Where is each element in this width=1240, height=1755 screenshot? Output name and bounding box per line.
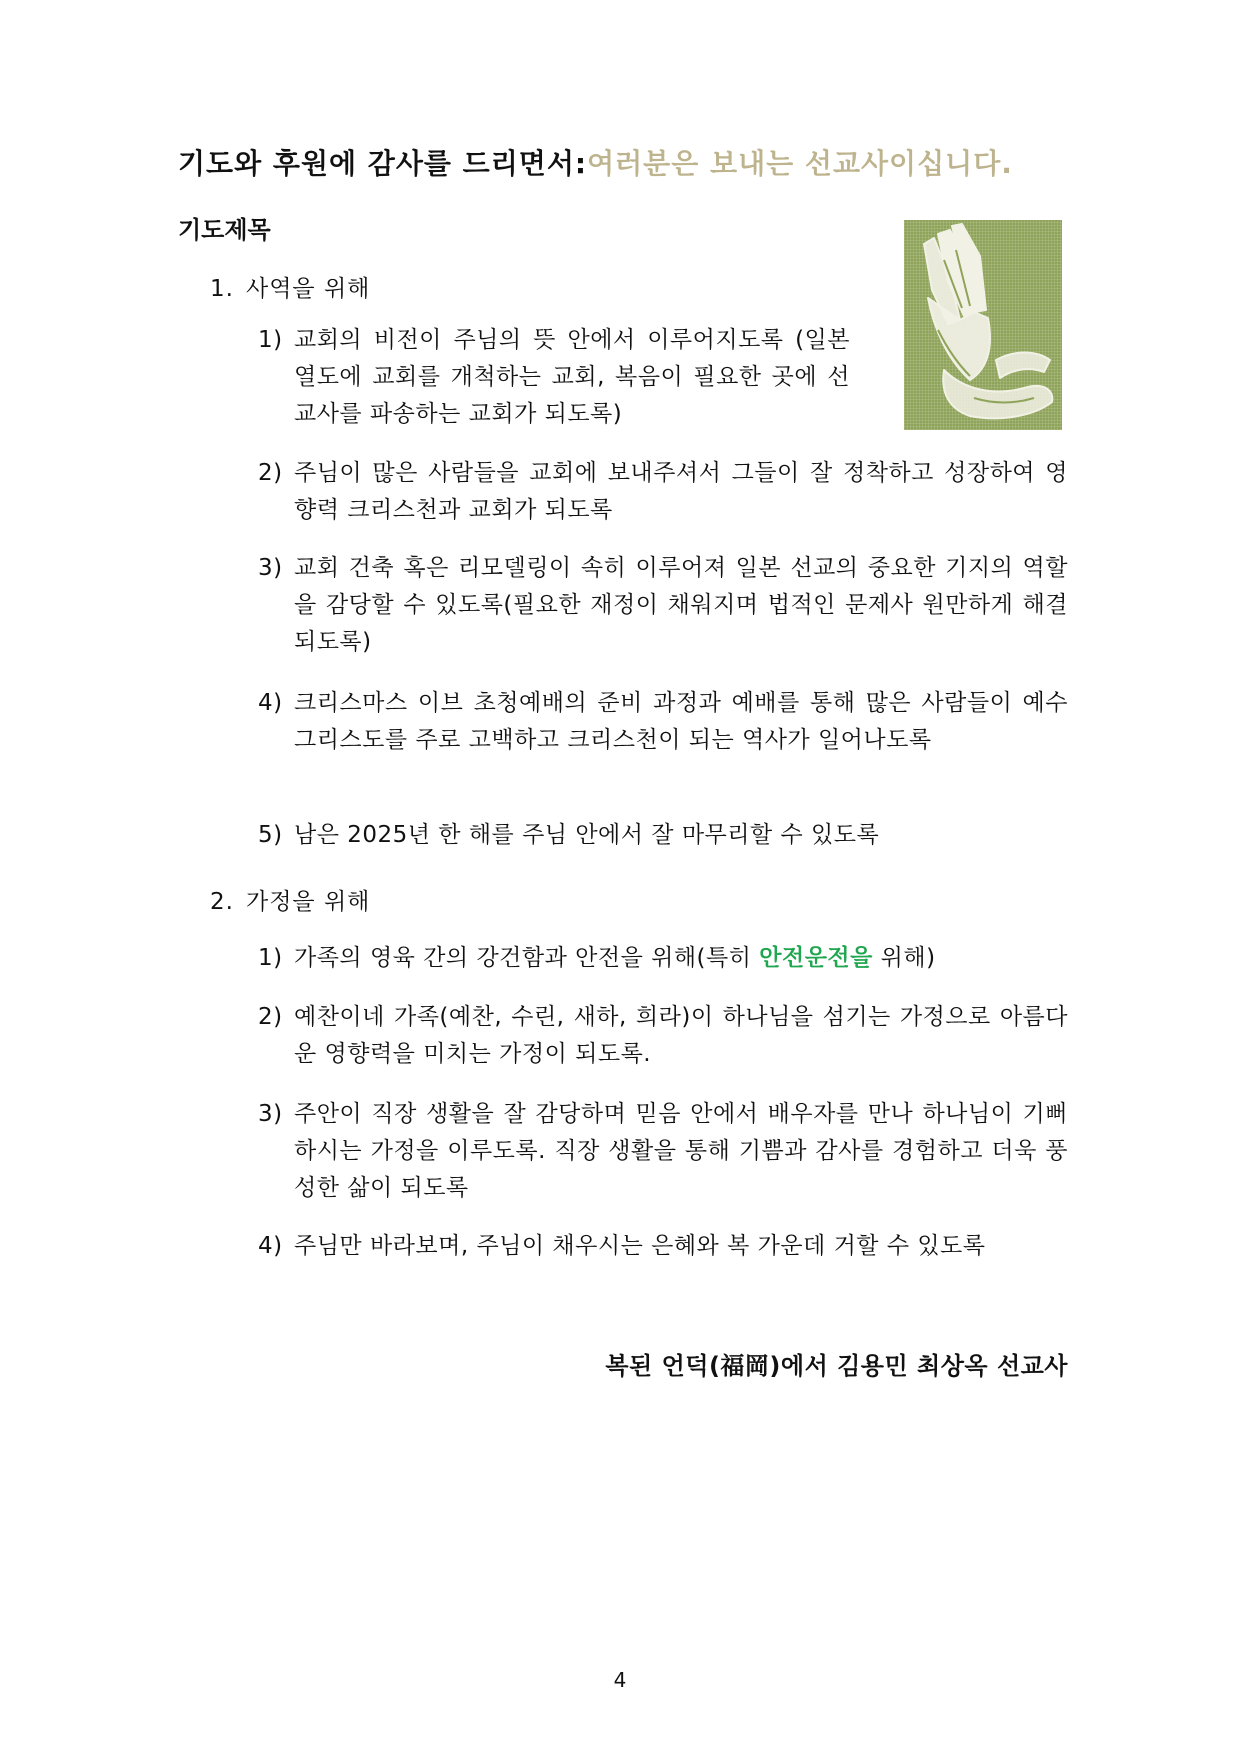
praying-hands-icon: [904, 220, 1062, 430]
item-number: 1): [258, 945, 283, 971]
item-text: 주님이 많은 사람들을 교회에 보내주셔서 그들이 잘 정착하고 성장하여 영향력 크리스천과 교회가 되도록: [294, 460, 1068, 523]
prayer-item: [258, 817, 1068, 854]
heading-accent: 여러분은 보내는 선교사이십니다.: [587, 147, 1013, 180]
item-text: 교회 건축 혹은 리모델링이 속히 이루어져 일본 선교의 중요한 기지의 역할을 감당할 수 있도록(필요한 재정이 채워지며 법적인 문제사 원만하게 해결되도록): [294, 555, 1068, 655]
prayer-item: [258, 685, 1068, 759]
prayer-item: [258, 455, 1068, 529]
heading-main: 기도와 후원에 감사를 드리면서:: [178, 147, 588, 180]
item-number: 1): [258, 327, 283, 353]
prayer-item: [258, 1096, 1068, 1207]
prayer-item: [258, 940, 1068, 977]
section-number: 1.: [210, 276, 234, 302]
item-text: [294, 940, 1068, 977]
section-number: 2.: [210, 889, 234, 915]
section-family: [210, 883, 370, 916]
item-number: 3): [258, 1101, 283, 1127]
prayer-item: [258, 1228, 1068, 1265]
prayer-item: [258, 550, 1068, 661]
page-number: 4: [613, 1668, 627, 1692]
item-text: 주님만 바라보며, 주님이 채우시는 은혜와 복 가운데 거할 수 있도록: [294, 1233, 986, 1259]
prayer-topics-title: 기도제목: [178, 216, 271, 244]
section-title: 사역을 위해: [246, 276, 371, 302]
section-title: 가정을 위해: [246, 889, 371, 915]
item-number: 3): [258, 555, 283, 581]
item-text-before: 가족의 영육 간의 강건함과 안전을 위해(특히: [294, 945, 760, 971]
item-number: 2): [258, 1004, 283, 1030]
safe-driving-highlight: 안전운전을: [759, 945, 873, 971]
item-text: 예찬이네 가족(예찬, 수린, 새하, 희라)이 하나님을 섬기는 가정으로 아름다운 영향력을 미치는 가정이 되도록.: [294, 1004, 1068, 1067]
item-text: 남은 2025년 한 해를 주님 안에서 잘 마무리할 수 있도록: [294, 822, 880, 848]
item-number: 2): [258, 460, 283, 486]
item-text: 주안이 직장 생활을 잘 감당하며 믿음 안에서 배우자를 만나 하나님이 기뻐하시는 가정을 이루도록. 직장 생활을 통해 기쁨과 감사를 경험하고 더욱 풍성한 삶이 되도록: [294, 1101, 1068, 1201]
prayer-item: [258, 999, 1068, 1073]
item-text-after: 위해): [872, 945, 936, 971]
item-text: 크리스마스 이브 초청예배의 준비 과정과 예배를 통해 많은 사람들이 예수 그리스도를 주로 고백하고 크리스천이 되는 역사가 일어나도록: [294, 690, 1068, 753]
item-number: 4): [258, 690, 283, 716]
page-heading: [178, 142, 1078, 182]
item-number: 4): [258, 1233, 283, 1259]
prayer-item: [258, 322, 850, 433]
signature: 복된 언덕(福岡)에서 김용민 최상옥 선교사: [605, 1352, 1068, 1380]
item-text: 교회의 비전이 주님의 뜻 안에서 이루어지도록 (일본 열도에 교회를 개척하는 교회, 복음이 필요한 곳에 선교사를 파송하는 교회가 되도록): [294, 327, 850, 427]
item-number: 5): [258, 822, 283, 848]
section-ministry: [210, 270, 370, 303]
